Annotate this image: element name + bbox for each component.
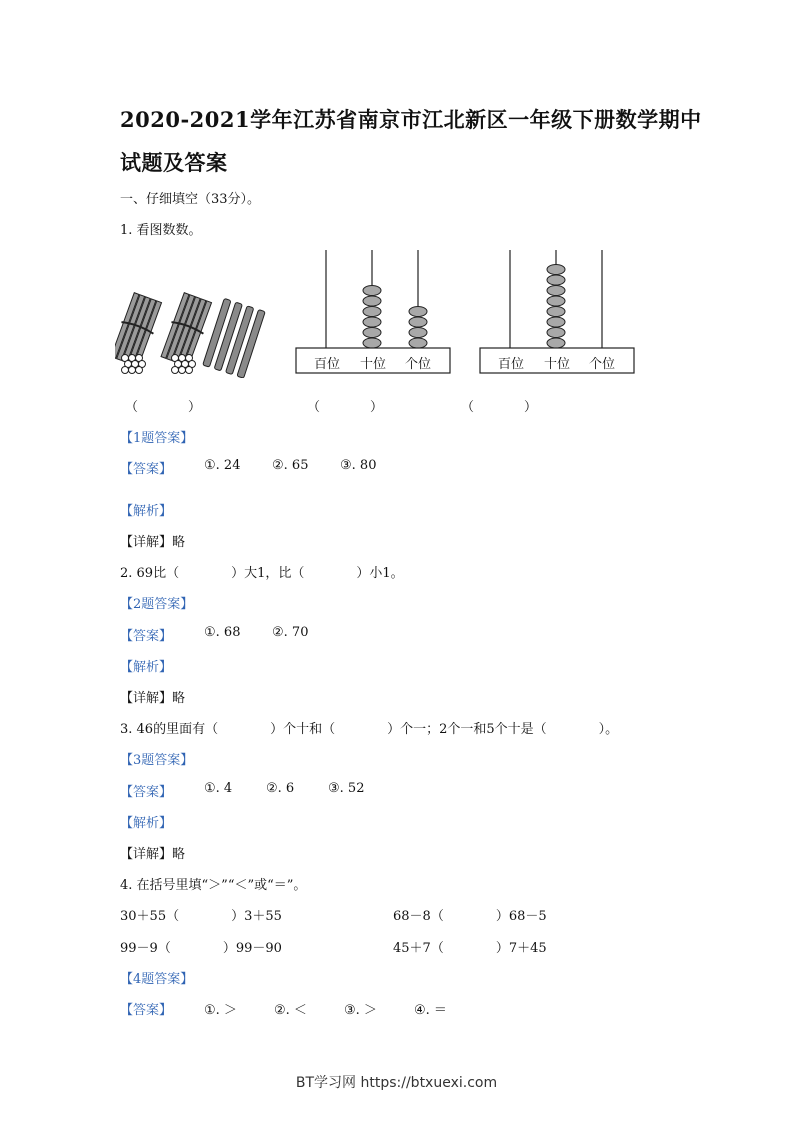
blank-1-close: ）: [188, 400, 202, 415]
answer-item: ②. 65: [272, 458, 309, 473]
q1-answer-row: [120, 458, 520, 476]
answer-label: 【答案】: [120, 462, 173, 477]
abacus-bead: [547, 286, 565, 296]
blank-3-open: （: [461, 400, 475, 415]
abacus-bead: [363, 338, 381, 348]
abacus-1-label-hundreds: 百位: [314, 357, 341, 372]
blank-3-close: ）: [524, 400, 538, 415]
question-4-text: 4. 在括号里填“＞”“＜”或“＝”。: [120, 878, 307, 893]
q3-answer-header: 【3题答案】: [120, 753, 194, 768]
comparison-4: 45＋7（ ）7＋45: [393, 941, 547, 956]
answer-item: ②. ＜: [274, 1003, 307, 1018]
q3-detail: 【详解】略: [120, 847, 186, 862]
page-title-line2: 试题及答案: [120, 150, 228, 175]
blank-2-open: （: [307, 400, 321, 415]
q2-detail: 【详解】略: [120, 691, 186, 706]
q3-answer-row: [120, 781, 520, 799]
abacus-bead: [409, 317, 427, 327]
abacus-bead: [547, 275, 565, 285]
answer-item: ③. 80: [340, 458, 377, 473]
footer-watermark: BT学习网 https://btxuexi.com: [295, 1075, 498, 1091]
question-2-text: 2. 69比（ ）大1，比（ ）小1。: [120, 566, 404, 581]
q2-analysis: 【解析】: [120, 660, 173, 675]
blank-1-open: （: [125, 400, 139, 415]
abacus-1-label-tens: 十位: [360, 357, 387, 372]
q1-detail: 【详解】略: [120, 535, 186, 550]
answer-item: ④. ＝: [414, 1003, 447, 1018]
comparison-1: 30＋55（ ）3＋55: [120, 909, 282, 924]
comparison-2: 68－8（ ）68－5: [393, 909, 547, 924]
question-3-text: 3. 46的里面有（ ）个十和（ ）个一；2个一和5个十是（ ）。: [120, 722, 619, 737]
q2-answer-header: 【2题答案】: [120, 597, 194, 612]
answer-label: 【答案】: [120, 785, 173, 800]
abacus-bead: [547, 328, 565, 338]
abacus-bead: [409, 338, 427, 348]
answer-item: ②. 6: [266, 781, 295, 796]
comparison-3: 99－9（ ）99－90: [120, 941, 282, 956]
section-heading: 一、仔细填空（33分）。: [120, 192, 261, 207]
answer-item: ①. 4: [204, 781, 233, 796]
abacus-bead: [547, 296, 565, 306]
abacus-2-label-hundreds: 百位: [498, 357, 525, 372]
abacus-bead: [547, 317, 565, 327]
abacus-bead: [409, 307, 427, 317]
answer-item: ②. 70: [272, 625, 309, 640]
abacus-1-label-ones: 个位: [405, 357, 432, 372]
abacus-2-label-ones: 个位: [589, 357, 616, 372]
answer-label: 【答案】: [120, 1003, 173, 1018]
q3-analysis: 【解析】: [120, 816, 173, 831]
q4-answer-row: [120, 999, 540, 1017]
q1-analysis: 【解析】: [120, 504, 173, 519]
answer-item: ①. ＞: [204, 1003, 237, 1018]
stick-bundle-1: [115, 292, 164, 373]
abacus-bead: [363, 296, 381, 306]
abacus-2-label-tens: 十位: [544, 357, 571, 372]
q1-answer-header: 【1题答案】: [120, 431, 194, 446]
abacus-bead: [363, 286, 381, 296]
q4-answer-header: 【4题答案】: [120, 972, 194, 987]
answer-item: ①. 24: [204, 458, 241, 473]
page-title: 2020-2021学年江苏省南京市江北新区一年级下册数学期中: [120, 107, 702, 132]
answer-item: ③. 52: [328, 781, 365, 796]
single-sticks: [203, 298, 266, 378]
question-1-text: 1. 看图数数。: [120, 223, 202, 238]
abacus-bead: [409, 328, 427, 338]
abacus-bead: [363, 328, 381, 338]
blank-2-close: ）: [370, 400, 384, 415]
answer-label: 【答案】: [120, 629, 173, 644]
abacus-bead: [363, 317, 381, 327]
q2-answer-row: [120, 625, 520, 643]
answer-item: ①. 68: [204, 625, 241, 640]
abacus-bead: [547, 265, 565, 275]
abacus-bead: [547, 338, 565, 348]
stick-bundles-illustration: [115, 292, 285, 378]
answer-item: ③. ＞: [344, 1003, 377, 1018]
abacus-bead: [363, 307, 381, 317]
abacus-bead: [547, 307, 565, 317]
